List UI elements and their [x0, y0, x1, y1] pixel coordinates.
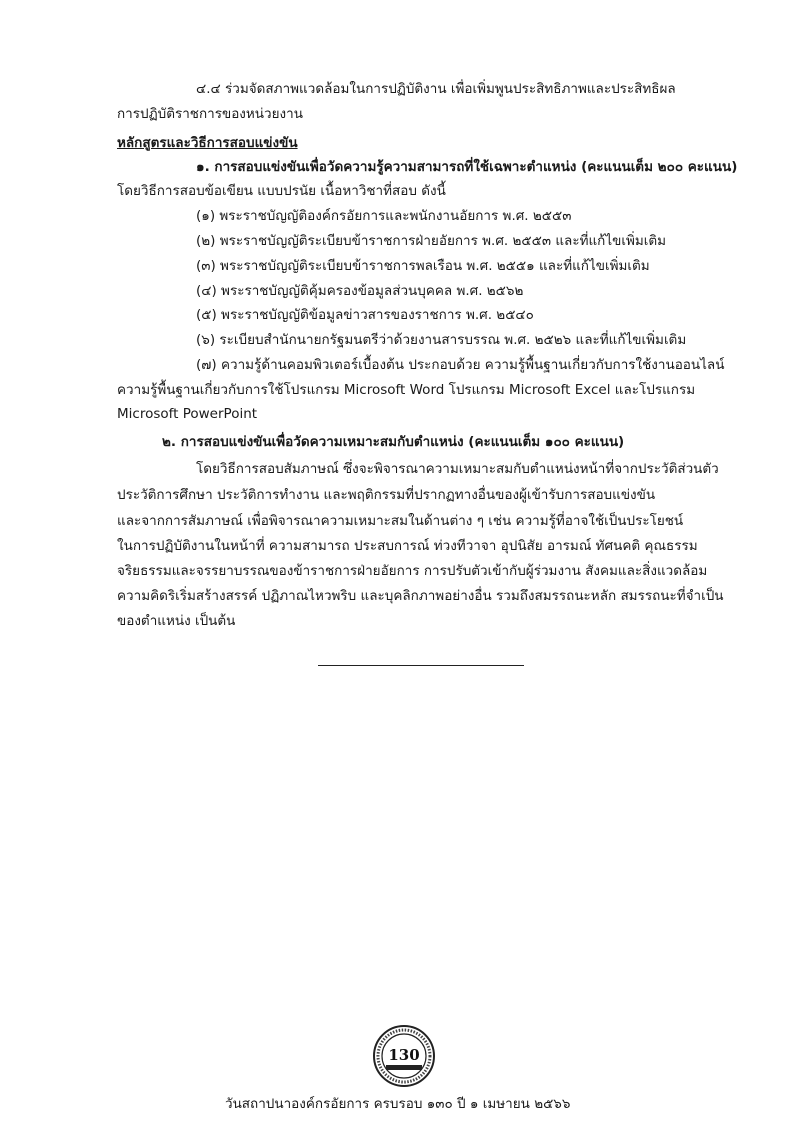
footer-anniversary-text: วันสถาปนาองค์กรอัยการ ครบรอบ ๑๓๐ ปี ๑ เมษายน ๒๕๖๖: [225, 1096, 571, 1112]
part1-item-4: (๔) พระราชบัญญัติคุ้มครองข้อมูลส่วนบุคคล พ.ศ. ๒๕๖๒: [196, 283, 524, 299]
section-4-4-line1: ๔.๔ ร่วมจัดสภาพแวดล้อมในการปฏิบัติงาน เพื่อเพิ่มพูนประสิทธิภาพและประสิทธิผล: [196, 81, 676, 97]
part2-line-4: ในการปฏิบัติงานในหน้าที่ ความสามารถ ประสบการณ์ ท่วงทีวาจา อุปนิสัย อารมณ์ ทัศนคติ คุณธรรม: [117, 538, 698, 554]
part1-item-7-line1: (๗) ความรู้ด้านคอมพิวเตอร์เบื้องต้น ประกอบด้วย ความรู้พื้นฐานเกี่ยวกับการใช้งานออนไลน์: [196, 357, 725, 373]
part2-line-1: โดยวิธีการสอบสัมภาษณ์ ซึ่งจะพิจารณาความเหมาะสมกับตำแหน่งหน้าที่จากประวัติส่วนตัว: [196, 461, 719, 477]
part2-line-3: และจากการสัมภาษณ์ เพื่อพิจารณาความเหมาะสมในด้านต่าง ๆ เช่น ความรู้ที่อาจใช้เป็นประโยชน์: [117, 513, 684, 529]
anniversary-130-emblem-icon: [372, 1024, 436, 1088]
part1-title: ๑. การสอบแข่งขันเพื่อวัดความรู้ความสามารถที่ใช้เฉพาะตำแหน่ง (คะแนนเต็ม ๒๐๐ คะแนน): [196, 159, 738, 175]
part1-item-5: (๕) พระราชบัญญัติข้อมูลข่าวสารของราชการ พ.ศ. ๒๕๔๐: [196, 307, 534, 323]
section-heading: หลักสูตรและวิธีการสอบแข่งขัน: [117, 135, 298, 151]
part1-item-7-line2: ความรู้พื้นฐานเกี่ยวกับการใช้โปรแกรม Microsoft Word โปรแกรม Microsoft Excel และโปรแกรม: [117, 382, 696, 398]
closing-divider: [318, 665, 524, 666]
emblem-number: 130: [388, 1046, 420, 1064]
part1-item-6: (๖) ระเบียบสำนักนายกรัฐมนตรีว่าด้วยงานสารบรรณ พ.ศ. ๒๕๒๖ และที่แก้ไขเพิ่มเติม: [196, 332, 687, 348]
part2-line-6: ความคิดริเริ่มสร้างสรรค์ ปฏิภาณไหวพริบ และบุคลิกภาพอย่างอื่น รวมถึงสมรรถนะหลัก สมรรถนะที่จำเป็น: [117, 588, 724, 604]
part2-line-5: จริยธรรมและจรรยาบรรณของข้าราชการฝ่ายอัยการ การปรับตัวเข้ากับผู้ร่วมงาน สังคมและสิ่งแวดล้อม: [117, 563, 708, 579]
part2-line-7: ของตำแหน่ง เป็นต้น: [117, 613, 236, 629]
part1-item-2: (๒) พระราชบัญญัติระเบียบข้าราชการฝ่ายอัยการ พ.ศ. ๒๕๕๓ และที่แก้ไขเพิ่มเติม: [196, 233, 667, 249]
part1-intro: โดยวิธีการสอบข้อเขียน แบบปรนัย เนื้อหาวิชาที่สอบ ดังนี้: [117, 183, 446, 199]
part1-item-1: (๑) พระราชบัญญัติองค์กรอัยการและพนักงานอัยการ พ.ศ. ๒๕๕๓: [196, 208, 572, 224]
section-4-4-line2: การปฏิบัติราชการของหน่วยงาน: [117, 106, 303, 122]
part1-item-3: (๓) พระราชบัญญัติระเบียบข้าราชการพลเรือน พ.ศ. ๒๕๕๑ และที่แก้ไขเพิ่มเติม: [196, 258, 650, 274]
part2-line-2: ประวัติการศึกษา ประวัติการทำงาน และพฤติกรรมที่ปรากฏทางอื่นของผู้เข้ารับการสอบแข่งขัน: [117, 487, 656, 503]
part1-item-7-line3: Microsoft PowerPoint: [117, 406, 258, 422]
part2-title: ๒. การสอบแข่งขันเพื่อวัดความเหมาะสมกับตำแหน่ง (คะแนนเต็ม ๑๐๐ คะแนน): [162, 434, 625, 450]
